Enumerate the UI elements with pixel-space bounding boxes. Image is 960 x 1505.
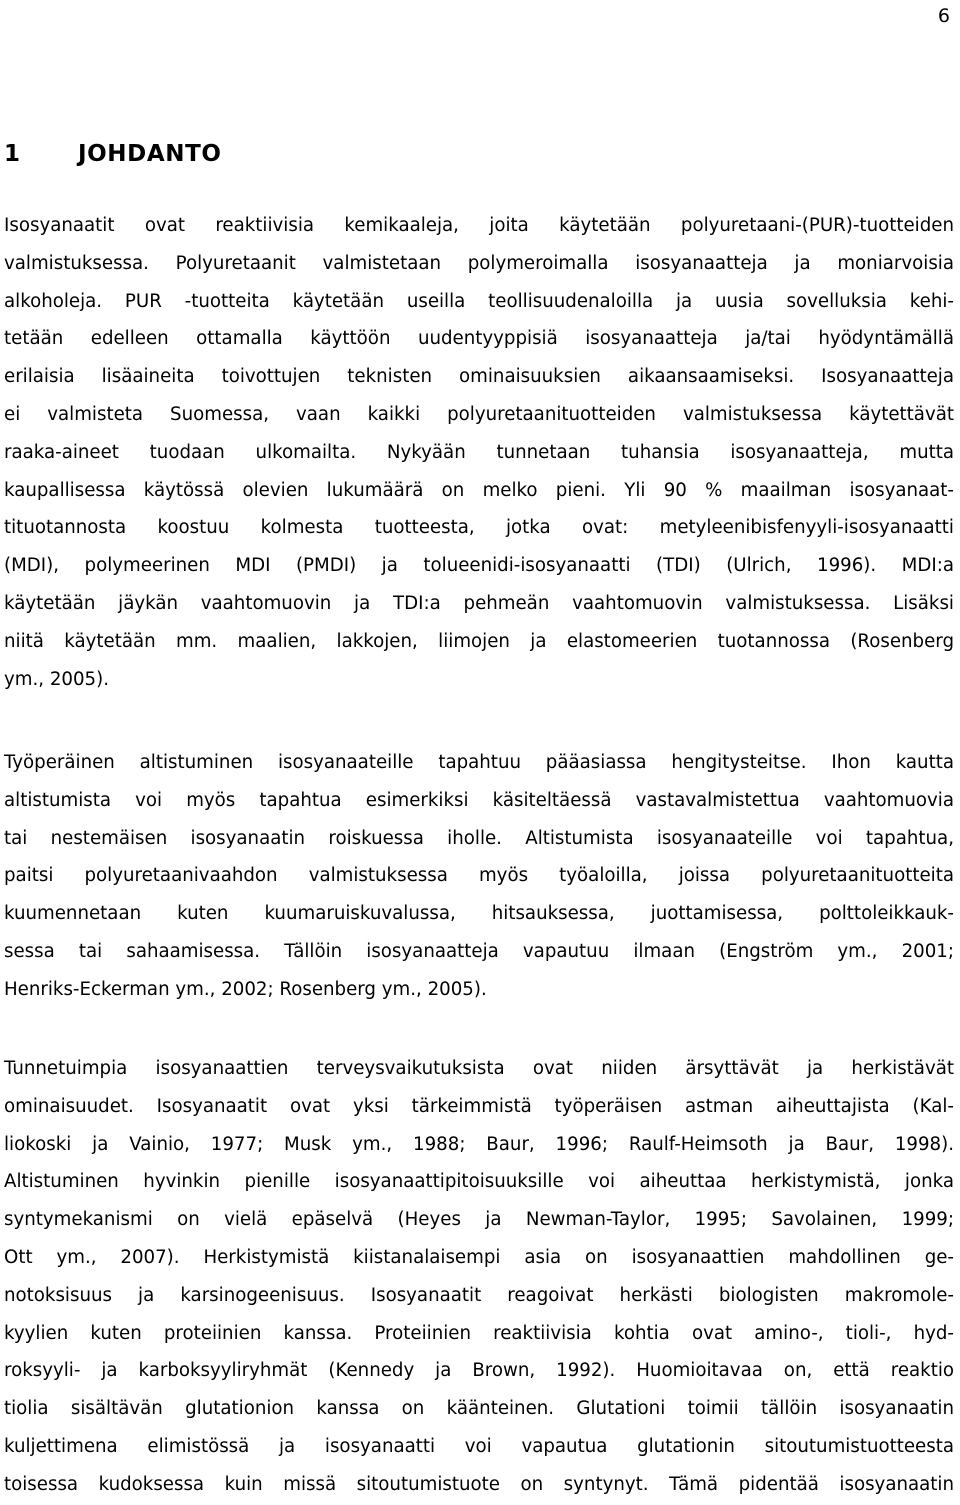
text-line: liokoski ja Vainio, 1977; Musk ym., 1988; Baur, 1996; Raulf-Heimsoth ja Baur, 1998). [4,1133,954,1155]
text-line: syntymekanismi on vielä epäselvä (Heyes ja Newman-Taylor, 1995; Savolainen, 1999; [4,1209,954,1231]
body-paragraph-3 [4,1050,954,1504]
text-line: ym., 2005). [4,668,109,690]
text-line: ominaisuudet. Isosyanaatit ovat yksi tärkeimmistä työperäisen astman aiheuttajista (Kal- [4,1095,954,1117]
text-line: kaupallisessa käytössä olevien lukumäärä on melko pieni. Yli 90 % maailman isosyanaat- [4,479,954,501]
text-line: valmistuksessa. Polyuretaanit valmistetaan polymeroimalla isosyanaatteja ja moniarvoisia [4,252,954,274]
text-line: Altistuminen hyvinkin pienille isosyanaattipitoisuuksille voi aiheuttaa herkistymistä, jonka [4,1171,954,1193]
text-line: tituotannosta koostuu kolmesta tuotteesta, jotka ovat: metyleenibisfenyyli-isosyanaatti [4,517,954,539]
text-line: käytetään jäykän vaahtomuovin ja TDI:a pehmeän vaahtomuovin valmistuksessa. Lisäksi [4,592,954,614]
text-line: toisessa kudoksessa kuin missä sitoutumistuote on syntynyt. Tämä pidentää isosyanaatin [4,1473,954,1495]
page-number: 6 [937,5,950,27]
section-title: JOHDANTO [78,141,222,167]
text-line: notoksisuus ja karsinogeenisuus. Isosyanaatit reagoivat herkästi biologisten makromole- [4,1284,954,1306]
body-paragraph-2 [4,744,954,1009]
text-line: Ott ym., 2007). Herkistymistä kiistanalaisempi asia on isosyanaattien mahdollinen ge- [4,1246,954,1268]
text-line: sessa tai sahaamisessa. Tällöin isosyanaatteja vapautuu ilmaan (Engström ym., 2001; [4,940,954,962]
text-line: kyylien kuten proteiinien kanssa. Proteiinien reaktiivisia kohtia ovat amino-, tioli-, hyd- [4,1322,954,1344]
text-line: tai nestemäisen isosyanaatin roiskuessa iholle. Altistumista isosyanaateille voi tapahtua, [4,827,954,849]
text-line: kuljettimena elimistössä ja isosyanaatti voi vapautua glutationin sitoutumistuotteesta [4,1435,954,1457]
text-line: (MDI), polymeerinen MDI (PMDI) ja tolueenidi-isosyanaatti (TDI) (Ulrich, 1996). MDI:a [4,555,954,577]
text-line: Työperäinen altistuminen isosyanaateille tapahtuu pääasiassa hengitysteitse. Ihon kautta [4,752,954,773]
text-line: ei valmisteta Suomessa, vaan kaikki polyuretaanituotteiden valmistuksessa käytettävät [4,403,954,425]
text-line: niitä käytetään mm. maalien, lakkojen, liimojen ja elastomeerien tuotannossa (Rosenberg [4,630,954,652]
text-line: roksyyli- ja karboksyyliryhmät (Kennedy ja Brown, 1992). Huomioitavaa on, että reaktio [4,1360,954,1382]
text-line: Isosyanaatit ovat reaktiivisia kemikaaleja, joita käytetään polyuretaani-(PUR)-tuotteiden [4,215,954,236]
text-line: tiolia sisältävän glutationion kanssa on käänteinen. Glutationi toimii tällöin isosyanaatin [4,1398,954,1420]
text-line: altistumista voi myös tapahtua esimerkiksi käsiteltäessä vastavalmistettua vaahtomuovia [4,789,954,811]
text-line: Henriks-Eckerman ym., 2002; Rosenberg ym., 2005). [4,978,487,1000]
body-paragraph-1 [4,207,954,698]
section-heading [4,138,222,170]
section-number: 1 [4,141,21,167]
text-line: kuumennetaan kuten kuumaruiskuvalussa, hitsauksessa, juottamisessa, polttoleikkauk- [4,903,954,925]
text-line: erilaisia lisäaineita toivottujen teknisten ominaisuuksien aikaansaamiseksi. Isosyanaatteja [4,366,954,388]
text-line: alkoholeja. PUR -tuotteita käytetään useilla teollisuudenaloilla ja uusia sovelluksia kehi- [4,290,954,312]
text-line: tetään edelleen ottamalla käyttöön uudentyyppisiä isosyanaatteja ja/tai hyödyntämällä [4,328,954,350]
text-line: Tunnetuimpia isosyanaattien terveysvaikutuksista ovat niiden ärsyttävät ja herkistävät [4,1058,954,1079]
text-line: raaka-aineet tuodaan ulkomailta. Nykyään tunnetaan tuhansia isosyanaatteja, mutta [4,441,954,463]
text-line: paitsi polyuretaanivaahdon valmistuksessa myös työaloilla, joissa polyuretaanituotteita [4,865,954,887]
